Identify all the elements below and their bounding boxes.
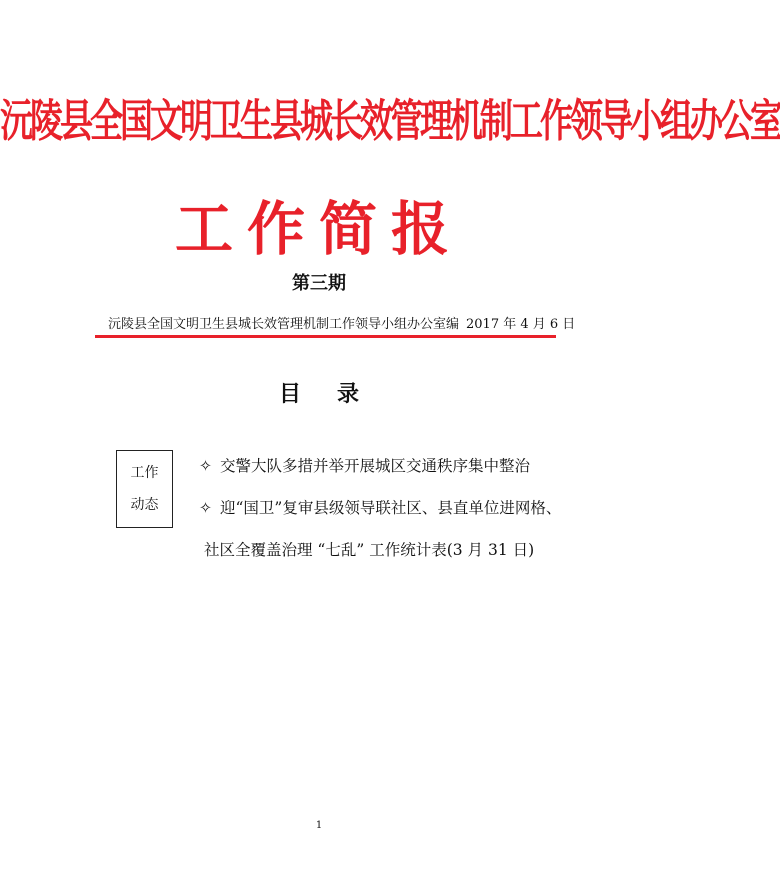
issue-date: 2017 年 4 月 6 日 (466, 317, 576, 332)
toc-item[interactable] (199, 455, 530, 477)
diamond-bullet-icon: ✧ (199, 499, 212, 517)
category-label-line1: 工作 (130, 465, 159, 481)
toc-item[interactable] (199, 497, 561, 519)
page-number: 1 (315, 820, 323, 831)
toc-item-continuation: 社区全覆盖治理 “七乱” 工作统计表(3 月 31 日) (204, 541, 535, 559)
toc-title: 目录 (278, 382, 395, 407)
toc-item-text: 交警大队多措并举开展城区交通秩序集中整治 (220, 457, 531, 475)
issue-number: 第三期 (292, 273, 346, 294)
bulletin-title: 工作简报 (174, 195, 463, 263)
diamond-bullet-icon: ✧ (199, 457, 212, 475)
category-box (116, 450, 173, 528)
issuer-line: 沅陵县全国文明卫生县城长效管理机制工作领导小组办公室编 (108, 317, 460, 332)
category-label-line2: 动态 (130, 497, 159, 513)
red-divider-rule (95, 335, 556, 338)
toc-item-text: 迎“国卫”复审县级领导联社区、县直单位进网格、 (220, 499, 562, 517)
office-masthead: 沅陵县全国文明卫生县城长效管理机制工作领导小组办公室 (0, 94, 780, 147)
